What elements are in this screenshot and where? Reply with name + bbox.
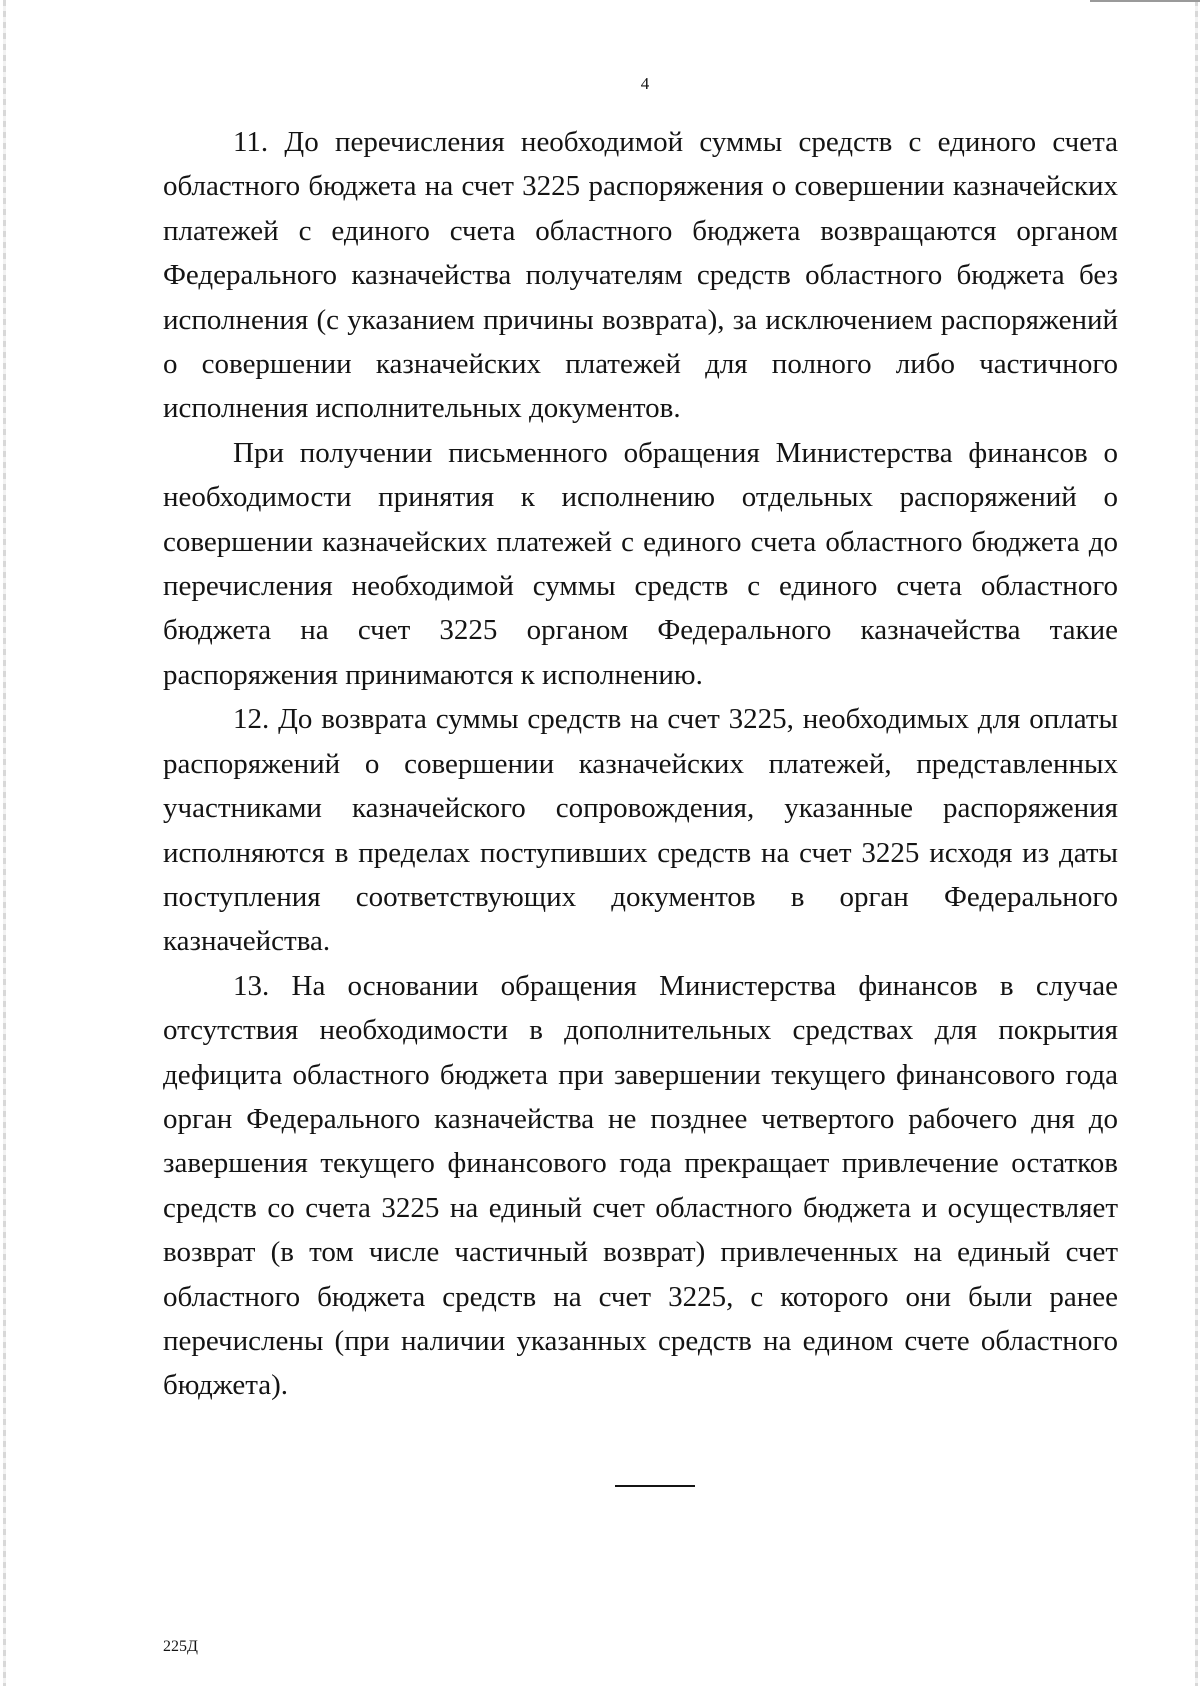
page-number: 4 <box>640 74 650 93</box>
scan-edge-left <box>3 0 6 1686</box>
paragraph-item-11: 11. До перечисления необходимой суммы средств с единого счета областного бюджета на счет 3225 распоряжения о совершении казначейских платежей с единого счета областного бюджета возвращаются органом Федерального казначейства получателям средств областного бюджета без исполнения (с указанием причины возврата), за исключением распоряжений о совершении казначейских платежей для полного либо частичного исполнения исполнительных документов. <box>163 126 1118 425</box>
end-of-text-rule <box>615 1485 695 1487</box>
document-body <box>163 120 1118 1408</box>
scan-edge-right <box>1195 0 1198 1686</box>
paragraph-ministry-request: При получении письменного обращения Министерства финансов о необходимости принятия к исполнению отдельных распоряжений о совершении казначейских платежей с единого счета областного бюджета до перечисления необходимой суммы средств с единого счета областного бюджета на счет 3225 органом Федерального казначейства такие распоряжения принимаются к исполнению. <box>163 436 1118 691</box>
paragraph-item-13: 13. На основании обращения Министерства финансов в случае отсутствия необходимости в дополнительных средствах для покрытия дефицита областного бюджета при завершении текущего финансового года орган Федерального казначейства не позднее четвертого рабочего дня до завершения текущего финансового года прекращает привлечение остатков средств со счета 3225 на единый счет областного бюджета и осуществляет возврат (в том числе частичный возврат) привлеченных на единый счет областного бюджета средств на счет 3225, с которого они были ранее перечислены (при наличии указанных средств на едином счете областного бюджета). <box>163 969 1118 1402</box>
scan-top-line <box>1090 0 1200 2</box>
document-code: 225Д <box>163 1638 198 1655</box>
paragraph-item-12: 12. До возврата суммы средств на счет 3225, необходимых для оплаты распоряжений о совершении казначейских платежей, представленных участниками казначейского сопровождения, указанные распоряжения исполняются в пределах поступивших средств на счет 3225 исходя из даты поступления соответствующих документов в орган Федерального казначейства. <box>163 703 1118 958</box>
